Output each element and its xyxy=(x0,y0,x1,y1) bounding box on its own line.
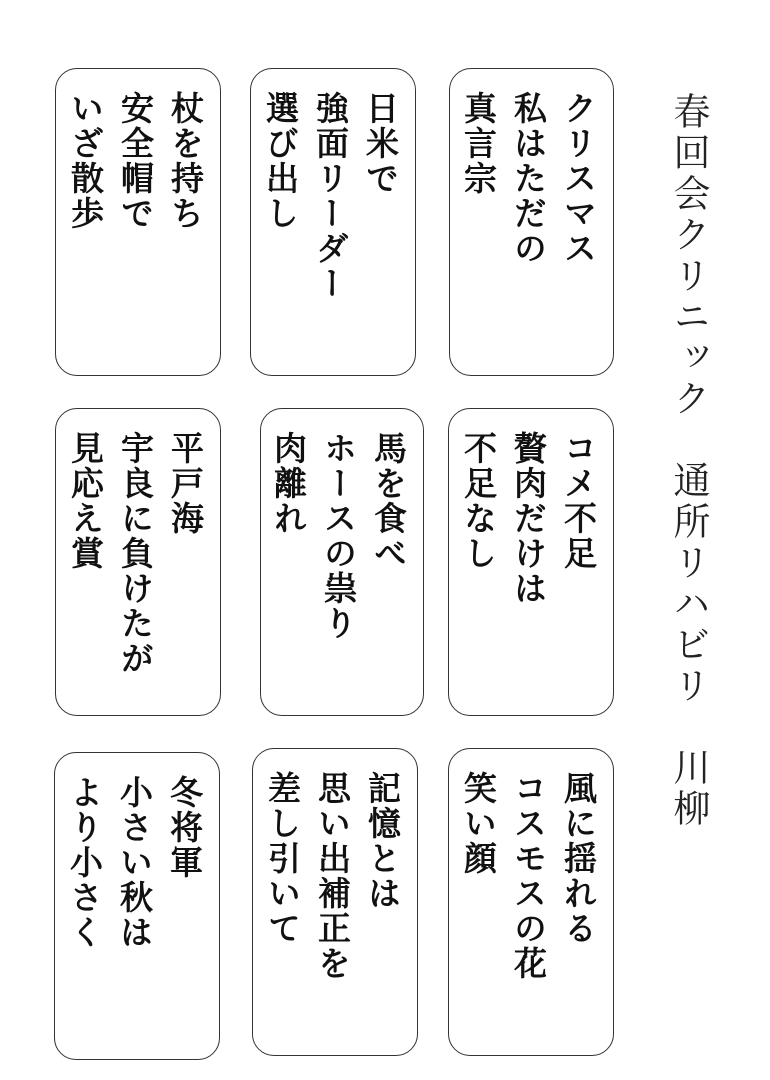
senryu-card-1 xyxy=(449,68,614,376)
poem-line: 日米で xyxy=(361,91,400,196)
senryu-card-3 xyxy=(55,68,221,376)
senryu-card-6 xyxy=(55,408,221,716)
poem-line: 見応え賞 xyxy=(66,431,105,571)
poem-line: 笑い顔 xyxy=(459,771,498,876)
senryu-text xyxy=(453,91,603,266)
senryu-text xyxy=(263,431,413,641)
poem-line: 記憶とは xyxy=(363,771,402,911)
poem-line: 平戸海 xyxy=(166,431,205,536)
senryu-text xyxy=(453,431,603,606)
poem-line: 差し引いて xyxy=(263,771,302,946)
senryu-text xyxy=(257,771,407,981)
poem-line: 私はただの xyxy=(509,91,548,266)
poem-line: 選び出し xyxy=(261,91,300,231)
poem-line: 肉離れ xyxy=(269,431,308,536)
senryu-text xyxy=(255,91,405,301)
senryu-text xyxy=(60,431,210,676)
senryu-card-5 xyxy=(260,408,424,716)
poem-line: クリスマス xyxy=(559,91,598,266)
senryu-card-7 xyxy=(448,748,614,1056)
poem-line: 杖を持ち xyxy=(166,91,205,231)
page-title: 春回会クリニック 通所リハビリ 川柳 xyxy=(667,92,710,830)
poem-line: 冬将軍 xyxy=(165,775,204,880)
poem-line: 真言宗 xyxy=(459,91,498,196)
poem-line: 思い出補正を xyxy=(313,771,352,981)
senryu-card-2 xyxy=(250,68,416,376)
senryu-text xyxy=(59,775,209,950)
poem-line: 小さい秋は xyxy=(115,775,154,950)
poem-line: 風に揺れる xyxy=(559,771,598,946)
senryu-card-8 xyxy=(252,748,418,1056)
poem-line: 贅肉だけは xyxy=(509,431,548,606)
poem-line: ホースの祟り xyxy=(319,431,358,641)
poem-line: 馬を食べ xyxy=(369,431,408,571)
poem-line: 宇良に負けたが xyxy=(116,431,155,676)
senryu-text xyxy=(453,771,603,981)
poem-line: コメ不足 xyxy=(559,431,598,571)
poem-line: いざ散歩 xyxy=(66,91,105,231)
poem-line: 安全帽で xyxy=(116,91,155,231)
poem-line: より小さく xyxy=(65,775,104,950)
poem-line: 強面リーダー xyxy=(311,91,350,301)
senryu-card-4 xyxy=(448,408,614,716)
poem-line: コスモスの花 xyxy=(509,771,548,981)
poem-line: 不足なし xyxy=(459,431,498,571)
senryu-text xyxy=(60,91,210,231)
senryu-card-9 xyxy=(54,752,220,1060)
